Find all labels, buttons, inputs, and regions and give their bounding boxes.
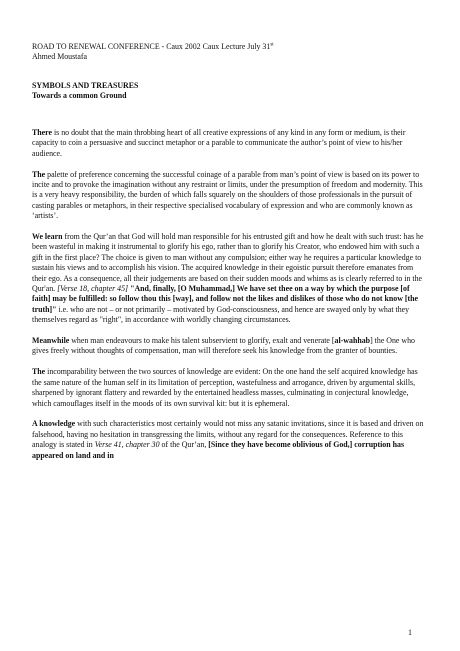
paragraph-5 — [32, 367, 424, 409]
paragraph-text: palette of preference concerning the successful coinage of a parable from man’s point of view is based on its power to incite and to provoke the imagination without any restraint or limits, under the presumption of freedom and modernity. This is a very heavy responsibility, the burden of which falls squarely on the shoulders of those professionals in the pursuit of casting parables or metaphors, in their respective specialised vocabulary of expression and who are commonly known as ‘artists’. — [32, 169, 423, 221]
verse-reference: [Verse 18, chapter 45] — [57, 284, 129, 294]
document-title: SYMBOLS AND TREASURES — [32, 81, 139, 90]
paragraph-lead: A knowledge — [32, 419, 76, 429]
quran-quote: [Since they have become oblivious of God,] corruption has appeared on land and in — [32, 440, 405, 460]
paragraph-1 — [32, 128, 424, 159]
paragraph-text: is no doubt that the main throbbing heart of all creative expressions of any kind in any form or medium, is their capacity to coin a persuasive and succinct metaphor or a parable to communicate the author’s point of view to his/her audience. — [32, 128, 406, 158]
date-suffix: st — [270, 42, 274, 48]
paragraph-text: incomparability between the two sources of knowledge are evident: On the one hand the self acquired knowledge has the same nature of the human self in its limitation of perception, wastefulness and arrogance, driven by argumental skills, sharpened by ignorant flattery and rewarded by the entertained headless masses, culminating in conjectural knowledge, which camouflages itself in the moods of its own survival kit: but it is ephemeral. — [32, 367, 418, 408]
document-header — [32, 42, 422, 63]
paragraph-lead: The — [32, 367, 46, 377]
arabic-term: al-wahhab — [334, 336, 371, 346]
paragraph-text: ] the One who gives freely without thoughts of compensation, man will therefore seek his knowledge from the granter of bounties. — [32, 336, 415, 356]
document-subtitle: Towards a common Ground — [32, 91, 127, 101]
conference-title: ROAD TO RENEWAL CONFERENCE - Caux 2002 Caux Lecture July 31 — [32, 42, 271, 51]
author-name: Ahmed Moustafa — [32, 52, 88, 62]
title-block — [32, 81, 422, 102]
paragraph-text: with such characteristics most certainly would not miss any satanic invitations, since it is based and driven on falsehood, having no hesitation in transgressing the limits, without any regard for the consequences. Reference to this analogy is stated in — [32, 419, 424, 450]
conference-line — [32, 42, 422, 52]
document-body — [32, 128, 424, 471]
paragraph-lead: There — [32, 128, 53, 137]
paragraph-text: i.e. who are not – or not primarily – motivated by God-consciousness, and hence are swayed only by what they themselves regard as "right", in accordance with worldly changing circumstances. — [32, 304, 410, 325]
page-number: 1 — [408, 628, 412, 637]
paragraph-6 — [32, 419, 424, 461]
paragraph-lead: The — [32, 169, 46, 179]
paragraph-lead: We learn — [32, 232, 63, 242]
paragraph-text: of the Qur’an, — [159, 440, 209, 450]
verse-reference: Verse 41, chapter 30 — [94, 440, 160, 450]
paragraph-text: from the Qur’an that God will hold man responsible for his entrusted gift and how he dealt with such trust: has he been wasteful in making it instrumental to glorify his ego, rather than to glorify his Creator, who endowed him with such a gift in the first place? The choice is given to man without any compulsion; either way he requires a particular knowledge to sustain his views and to accomplish his vision. The acquired knowledge in their egoistic pursuit therefore emanates from their ego. As a consequence, all their judgements are based on their sudden moods and whims as is clearly referred to in the Qur'an. — [32, 232, 424, 294]
paragraph-text: when man endeavours to make his talent subservient to glorify, exalt and venerate [ — [69, 336, 335, 346]
paragraph-3 — [32, 232, 424, 326]
quran-quote: "And, finally, [O Muhammad,] We have set thee on a way by which the purpose [of faith] may be fulfilled: so follow thou this [way], and follow not the likes and dislikes of those who do not know [the truth]" — [32, 284, 419, 314]
paragraph-2 — [32, 170, 424, 222]
paragraph-lead: Meanwhile — [32, 336, 70, 346]
paragraph-4 — [32, 336, 424, 357]
